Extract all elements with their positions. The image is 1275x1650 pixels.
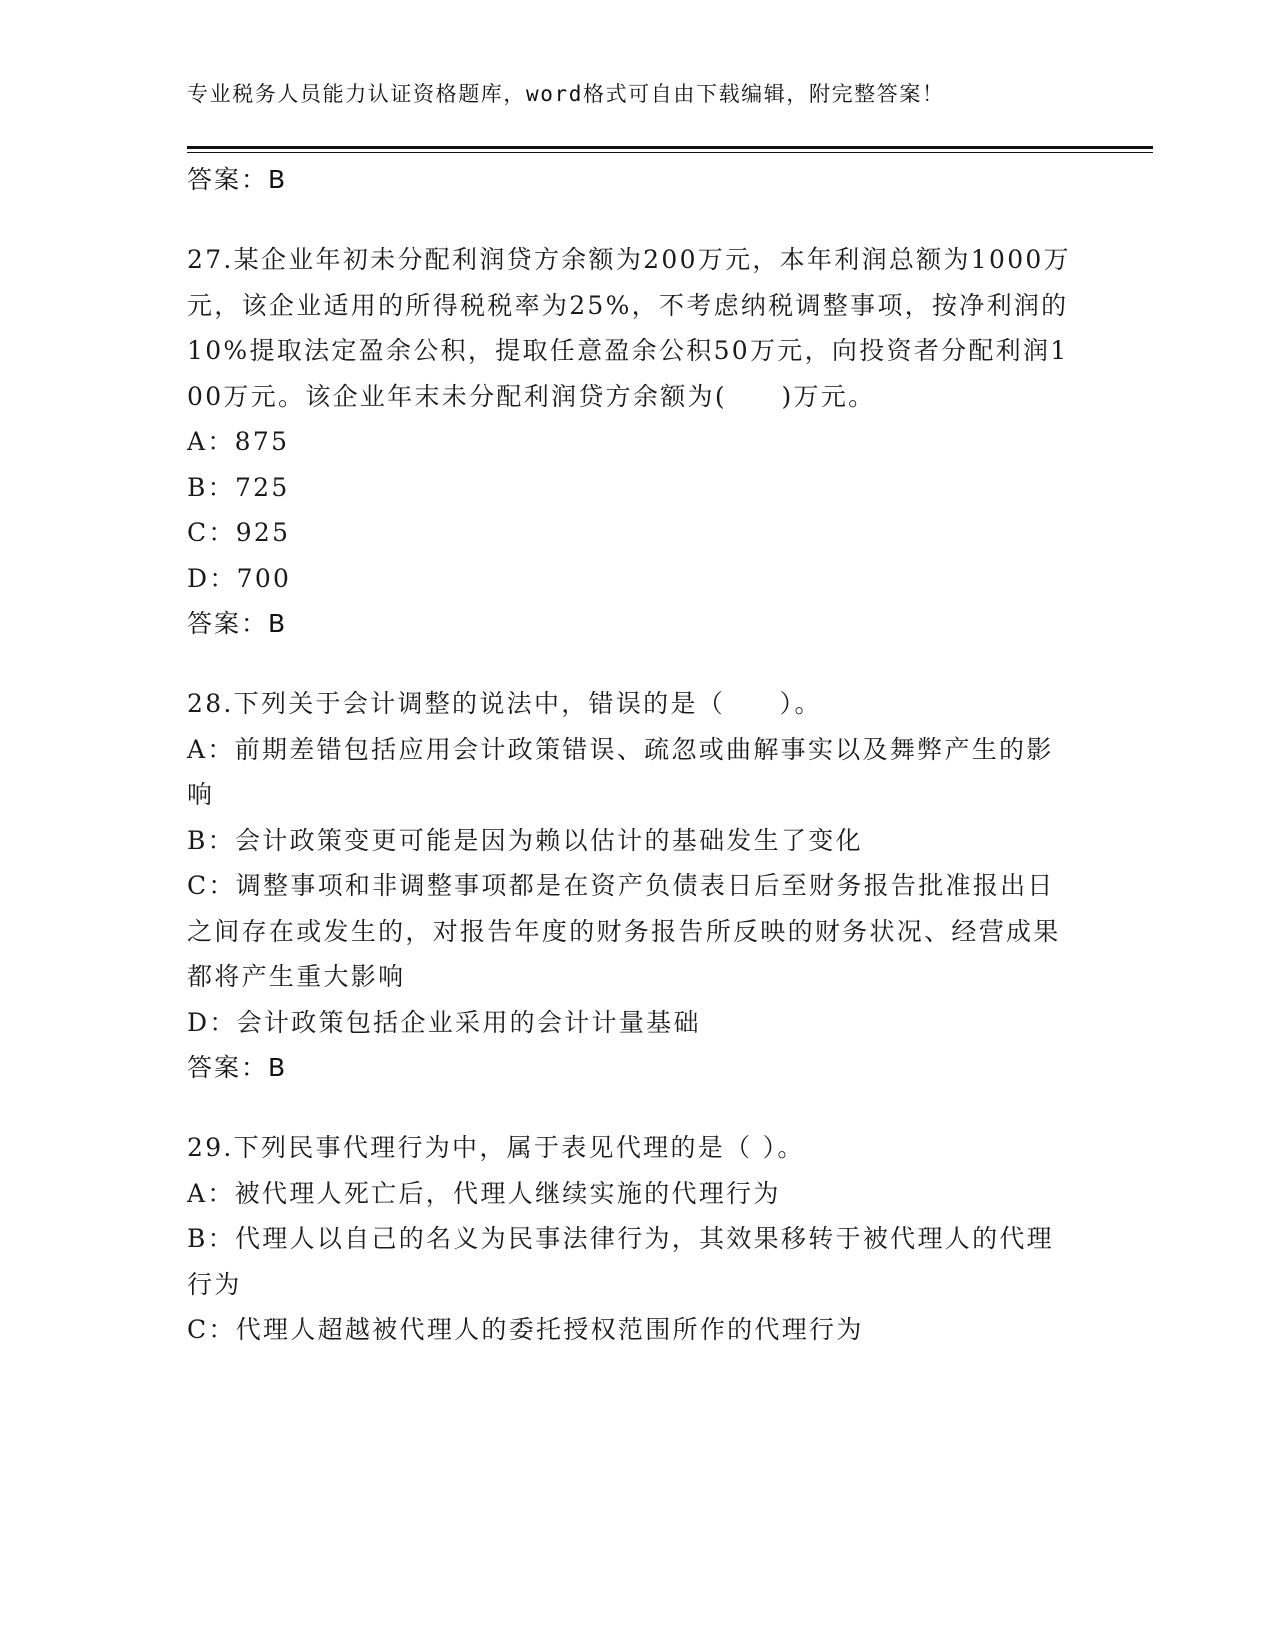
option-a: A：前期差错包括应用会计政策错误、疏忽或曲解事实以及舞弊产生的影响 [187,734,1054,809]
question-stem: 28.下列关于会计调整的说法中，错误的是（ ）。 [187,689,822,718]
question-29 [187,1125,1077,1353]
option-d: D：700 [187,563,292,593]
question-stem: 29.下列民事代理行为中，属于表见代理的是（ ）。 [187,1133,805,1162]
header-rule-thin [187,152,1153,153]
question-stem: 27.某企业年初未分配利润贷方余额为200万元，本年利润总额为1000万元，该企业适用的所得税税率为25%，不考虑纳税调整事项，按净利润的10%提取法定盈余公积，提取任意盈余公积50万元，向投资者分配利润100万元。该企业年末未分配利润贷方余额为( )万元。 [187,245,1071,411]
option-d: D：会计政策包括企业采用的会计计量基础 [187,1007,701,1037]
answer-line: 答案：B [187,165,288,194]
option-c: C：925 [187,518,291,547]
option-a: A：被代理人死亡后，代理人继续实施的代理行为 [187,1178,781,1208]
option-b: B：会计政策变更可能是因为赖以估计的基础发生了变化 [187,825,863,855]
document-body [187,155,1077,1353]
header-rule-thick [187,146,1153,149]
page-header: 专业税务人员能力认证资格题库，word格式可自由下载编辑，附完整答案！ [187,82,945,106]
option-c: C：调整事项和非调整事项都是在资产负债表日后至财务报告批准报出日之间存在或发生的，对报告年度的财务报告所反映的财务状况、经营成果都将产生重大影响 [187,871,1061,991]
question-28 [187,681,1077,1091]
answer-line: 答案：B [187,1053,288,1082]
option-b: B：代理人以自己的名义为民事法律行为，其效果移转于被代理人的代理行为 [187,1224,1054,1299]
option-a: A：875 [187,427,290,456]
option-b: B：725 [187,472,290,502]
answer-line: 答案：B [187,609,288,638]
question-27 [187,237,1077,647]
option-c: C：代理人超越被代理人的委托授权范围所作的代理行为 [187,1315,864,1344]
